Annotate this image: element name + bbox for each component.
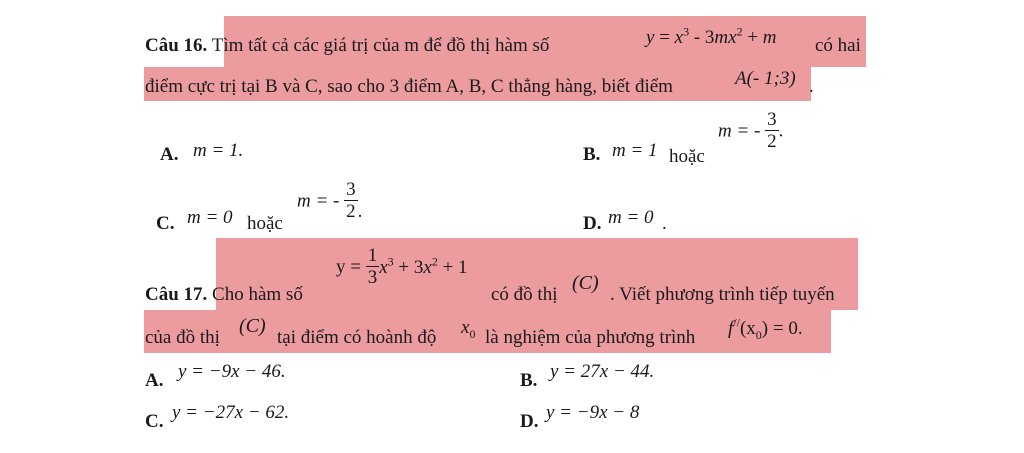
q16-function: $y = x^3 - 3mx^2 + m$ xyxy=(646,24,777,48)
q16-option-d: D. xyxy=(583,213,602,234)
q16-option-c-word: hoặc xyxy=(247,213,283,234)
q17-option-b: B. xyxy=(520,370,538,391)
q17-option-d: D. xyxy=(520,411,539,432)
q16-option-b-expr2: m = - $\frac{3}{2}$ . xyxy=(718,109,784,152)
q16-option-b-fraction: $\frac{3}{2}$ xyxy=(767,109,777,152)
q16-option-d-expr: m = 0 xyxy=(608,207,654,228)
q17-line2-mid2: là nghiệm của phương trình xyxy=(485,327,696,348)
q17-line2-mid: tại điểm có hoành độ xyxy=(277,327,437,348)
q17-x0: $x_0$ xyxy=(461,317,476,341)
q17-line1-tail: . Viết phương trình tiếp tuyến xyxy=(610,284,835,305)
q16-option-c-fraction: $\frac{3}{2}$ xyxy=(346,179,356,222)
q16-line1-text: Tìm tất cả các giá trị của m để đồ thị hàm số xyxy=(211,35,550,56)
q16-option-b-word: hoặc xyxy=(669,146,705,167)
q17-option-d-expr: y = −9x − 8 xyxy=(546,402,640,423)
q16-option-c-expr2: m = - $\frac{3}{2}$ . xyxy=(297,179,363,222)
q17-line1 xyxy=(145,284,303,306)
q17-line1-text: Cho hàm số xyxy=(212,284,303,305)
q17-line2-curve: (C) xyxy=(239,315,266,337)
q16-option-b-expr1: m = 1 xyxy=(612,140,658,161)
q17-option-a: A. xyxy=(145,370,164,391)
q17-option-c-expr: y = −27x − 62. xyxy=(172,402,290,423)
q17-equation: $f^{//}(x_0) = 0$. xyxy=(728,315,803,342)
q16-point-a: A(- 1;3) xyxy=(735,68,796,89)
q16-option-a: A. xyxy=(160,144,179,165)
q17-label: Câu 17. xyxy=(145,284,208,305)
q17-function: y = $\frac{1}{3}$ $x^3 + 3x^2 + 1$ xyxy=(336,245,468,288)
q16-option-c-expr1: m = 0 xyxy=(187,207,233,228)
q16-option-d-end: . xyxy=(662,213,667,234)
q17-curve-c: (C) xyxy=(572,272,599,294)
q17-function-fraction: $\frac{1}{3}$ xyxy=(367,245,378,288)
q16-line2: điểm cực trị tại B và C, sao cho 3 điểm A, B, C thẳng hàng, biết điểm xyxy=(145,76,673,97)
q17-line1-mid: có đồ thị xyxy=(491,284,558,305)
q16-option-a-expr: m = 1. xyxy=(193,140,244,161)
q16-line1 xyxy=(145,35,549,57)
q16-line1-tail: có hai xyxy=(815,35,861,56)
q17-option-c: C. xyxy=(145,411,164,432)
q16-option-b: B. xyxy=(583,144,601,165)
q17-option-b-expr: y = 27x − 44. xyxy=(550,361,655,382)
q17-line2: của đồ thị xyxy=(145,327,220,348)
q16-label: Câu 16. xyxy=(145,35,208,56)
q16-option-c: C. xyxy=(156,213,175,234)
q16-line2-end: . xyxy=(809,76,814,97)
q17-option-a-expr: y = −9x − 46. xyxy=(178,361,286,382)
